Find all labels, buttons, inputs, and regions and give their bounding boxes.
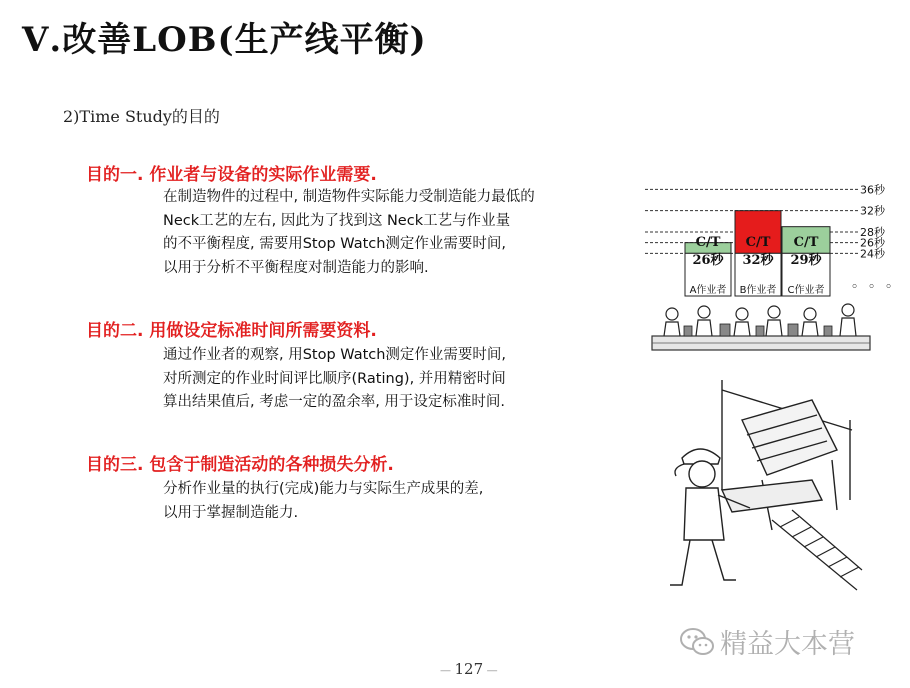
reference-label-32: 32秒 [860,204,885,218]
reference-label-28: 28秒 [860,226,885,240]
category-label-3: C作业者 [787,285,825,296]
reference-label-36: 36秒 [860,183,885,197]
section-1-line-2: Neck工艺的左右, 因此为了找到这 Neck工艺与作业量 [163,212,511,229]
section-3-line-2: 以用于掌握制造能力. [163,504,299,521]
section-3-line-1: 分析作业量的执行(完成)能力与实际生产成果的差, [163,481,484,497]
page-title: Ⅴ.改善LOB(生产线平衡) [22,20,427,60]
reference-label-24: 24秒 [860,247,885,261]
bar-label-2-2: 32秒 [742,253,774,268]
bar-label-3-1: C/T [793,235,819,250]
category-label-2: B作业者 [739,285,777,296]
section-2-line-3: 算出结果值后, 考虑一定的盈余率, 用于设定标准时间. [163,394,506,410]
ellipsis-dots: 。。。 [852,275,910,291]
bar-label-2-1: C/T [745,235,771,250]
page-number: — 127 — [440,660,498,678]
section-2-line-1: 通过作业者的观察, 用Stop Watch测定作业需要时间, [163,347,507,363]
bar-label-1-2: 26秒 [692,253,724,268]
watermark-text: 精益大本营 [720,629,855,660]
section-2-heading: 目的二. 用做设定标准时间所需要资料. [86,321,377,341]
subtitle: 2)Time Study的目的 [63,107,220,126]
section-2-body [163,344,506,415]
section-1-line-4: 以用于分析不平衡程度对制造能力的影响. [163,259,429,276]
section-2-line-2: 对所测定的作业时间评比顺序(Rating), 并用精密时间 [163,370,506,387]
production-line-illustration [652,296,872,358]
section-1-body [163,186,535,280]
category-label-1: A作业者 [689,285,727,296]
watermark [680,622,855,661]
section-3-body [163,478,483,525]
worker-at-station-illustration [662,380,862,592]
section-1-line-3: 的不平衡程度, 需要用Stop Watch测定作业需要时间, [163,236,507,252]
wechat-icon [680,627,714,657]
section-3-heading: 目的三. 包含于制造活动的各种损失分析. [86,455,394,475]
bar-label-1-1: C/T [695,235,721,250]
section-1-line-1: 在制造物件的过程中, 制造物件实际能力受制造能力最低的 [163,189,535,205]
reference-label-26: 26秒 [860,236,885,250]
bar-label-3-2: 29秒 [790,253,822,268]
section-1-heading: 目的一. 作业者与设备的实际作业需要. [86,165,377,185]
